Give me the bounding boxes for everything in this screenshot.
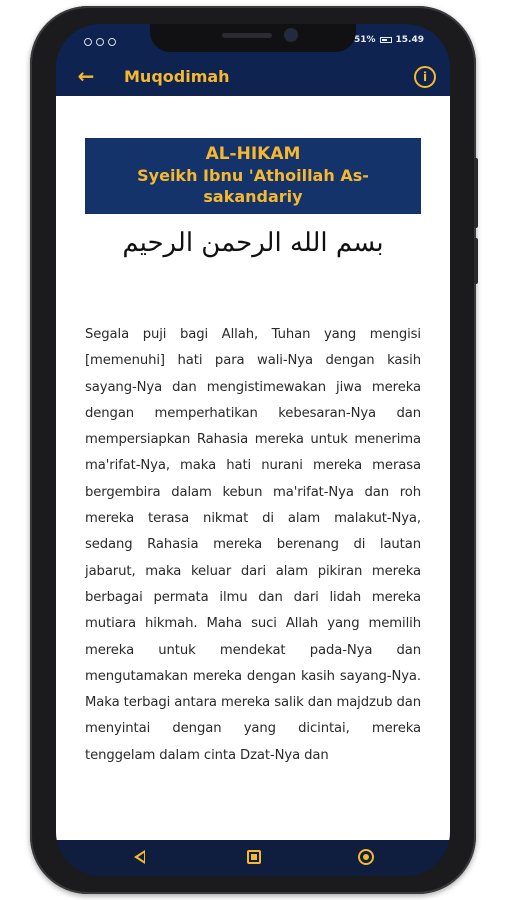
app-bar — [56, 58, 450, 96]
notification-icon — [108, 38, 116, 46]
info-circle-icon[interactable]: i — [414, 66, 436, 88]
arrow-left-icon[interactable]: ← — [77, 64, 95, 88]
system-nav-bar — [56, 840, 450, 876]
banner-title: AL-HIKAM — [205, 144, 301, 164]
book-title-banner — [85, 138, 421, 214]
status-time: 15.49 — [395, 35, 424, 45]
status-icons — [84, 38, 116, 46]
banner-author-line2: sakandariy — [203, 187, 303, 206]
basmalah-text: بسم الله الرحمن الرحيم — [122, 228, 384, 258]
notch — [150, 24, 356, 52]
page-title: Muqodimah — [124, 67, 230, 86]
signal-icon — [84, 38, 92, 46]
content-area[interactable] — [56, 96, 450, 840]
battery-icon — [380, 37, 392, 43]
phone-side-button — [474, 238, 478, 284]
banner-author-line1: Syeikh Ibnu 'Athoillah As- — [137, 166, 369, 185]
speaker — [222, 33, 272, 38]
nav-recent-icon[interactable] — [358, 849, 374, 865]
nav-back-icon[interactable] — [134, 850, 145, 864]
nav-home-icon[interactable] — [247, 850, 261, 864]
wifi-icon — [96, 38, 104, 46]
phone-side-button — [474, 158, 478, 228]
camera-icon — [286, 30, 296, 40]
body-paragraph: Segala puji bagi Allah, Tuhan yang mengisi [memenuhi] hati para wali-Nya dengan kasih sayang-Nya dan mengistimewakan jiwa mereka dengan memperhatikan kebesaran-Nya dan mempersiapkan Rahasia mereka untuk menerima ma'rifat-Nya, maka hati nurani mereka merasa bergembira dalam kebun ma'rifat-Nya dan roh mereka terasa nikmat di alam malakut-Nya, sedang Rahasia mereka berenang di lautan jabarut, maka keluar dari alam pikiran mereka berbagai permata ilmu dan dari lidah mereka mutiara hikmah. Maha suci Allah yang memilih mereka untuk mendekat pada-Nya dan mengutamakan mereka dengan kasih sayang-Nya. Maka terbagi antara mereka salik dan majdzub dan menyintai dengan yang dicintai, mereka tenggelam dalam cinta Dzat-Nya dan — [85, 327, 421, 763]
phone-screen — [56, 24, 450, 876]
battery-percent: 51% — [353, 35, 376, 45]
status-right — [354, 35, 424, 45]
